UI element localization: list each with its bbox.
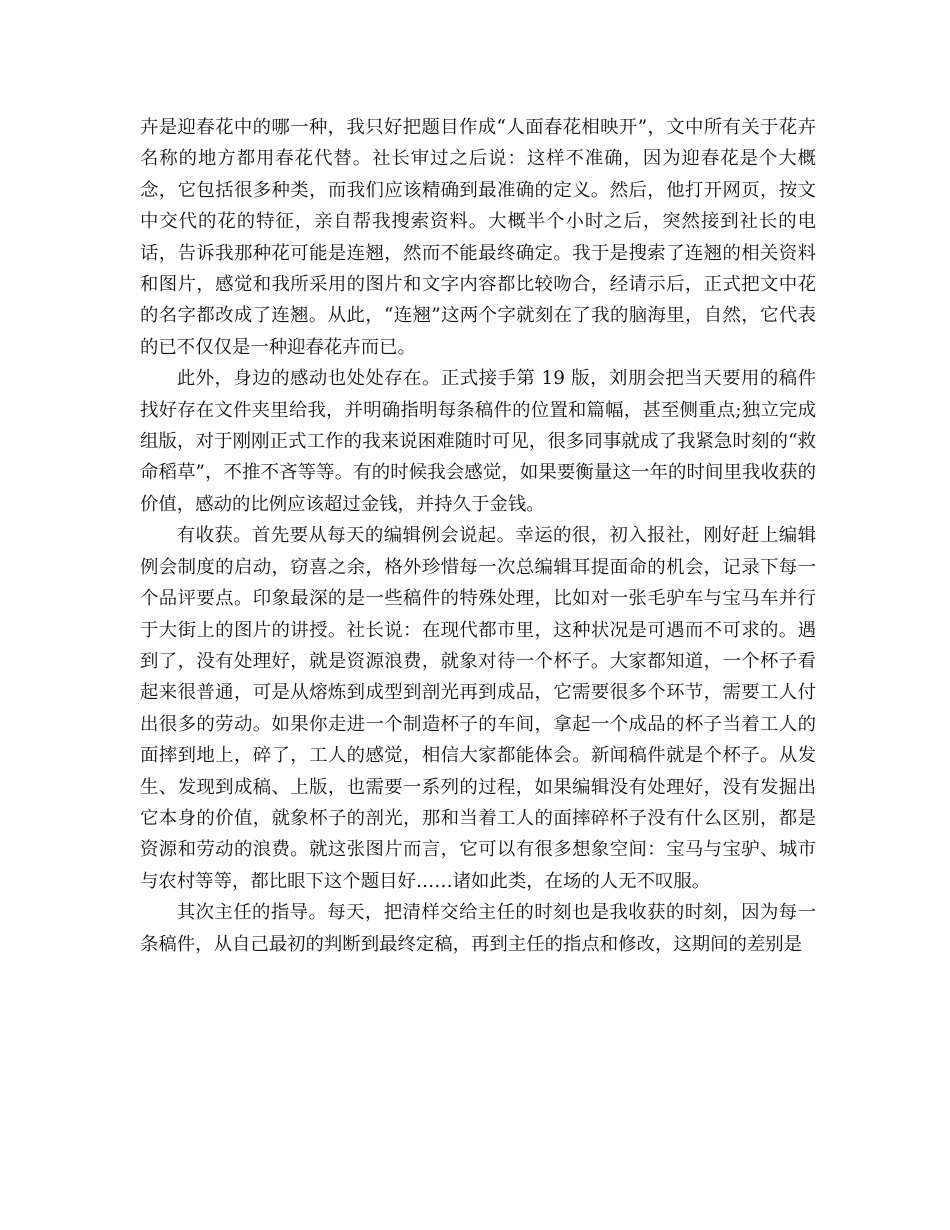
paragraph-continuation: 卉是迎春花中的哪一种，我只好把题目作成“人面春花相映开”，文中所有关于花卉名称的地方都用春花代替。社长审过之后说：这样不准确，因为迎春花是个大概念，它包括很多种类，而我们应该精确到最准确的定义。然后，他打开网页，按文中交代的花的特征，亲自帮我搜索资料。大概半个小时之后，突然接到社长的电话，告诉我那种花可能是连翘，然而不能最终确定。我于是搜索了连翘的相关资料和图片，感觉和我所采用的图片和文字内容都比较吻合，经请示后，正式把文中花的名字都改成了连翘。从此，“连翘”这两个字就刻在了我的脑海里，自然，它代表的已不仅仅是一种迎春花卉而已。 (140, 117, 816, 358)
paragraph-touching-moments: 此外，身边的感动也处处存在。正式接手第 19 版，刘朋会把当天要用的稿件找好存在文件夹里给我，并明确指明每条稿件的位置和篇幅，甚至侧重点;独立完成组版，对于刚刚正式工作的我来说困难随时可见，很多同事就成了我紧急时刻的“救命稻草”，不推不吝等等。有的时候我会感觉，如果要衡量这一年的时间里我收获的价值，感动的比例应该超过金钱，并持久于金钱。 (140, 368, 816, 515)
paragraph-gains-editorial-meeting: 有收获。首先要从每天的编辑例会说起。幸运的很，初入报社，刚好赶上编辑例会制度的启动，窃喜之余，格外珍惜每一次总编辑耳提面命的机会，记录下每一个品评要点。印象最深的是一些稿件的特殊处理，比如对一张毛驴车与宝马车并行于大街上的图片的讲授。社长说：在现代都市里，这种状况是可遇而不可求的。遇到了，没有处理好，就是资源浪费，就象对待一个杯子。大家都知道，一个杯子看起来很普通，可是从熔炼到成型到剖光再到成品，它需要很多个环节，需要工人付出很多的劳动。如果你走进一个制造杯子的车间，拿起一个成品的杯子当着工人的面摔到地上，碎了，工人的感觉，相信大家都能体会。新闻稿件就是个杯子。从发生、发现到成稿、上版，也需要一系列的过程，如果编辑没有处理好，没有发掘出它本身的价值，就象杯子的剖光，那和当着工人的面摔碎杯子没有什么区别，都是资源和劳动的浪费。就这张图片而言，它可以有很多想象空间：宝马与宝驴、城市与农村等等，都比眼下这个题目好……诸如此类，在场的人无不叹服。 (140, 525, 816, 892)
paragraph-director-guidance: 其次主任的指导。每天，把清样交给主任的时刻也是我收获的时刻，因为每一条稿件，从自己最初的判断到最终定稿，再到主任的指点和修改，这期间的差别是 (140, 902, 816, 955)
document-body (140, 112, 816, 960)
